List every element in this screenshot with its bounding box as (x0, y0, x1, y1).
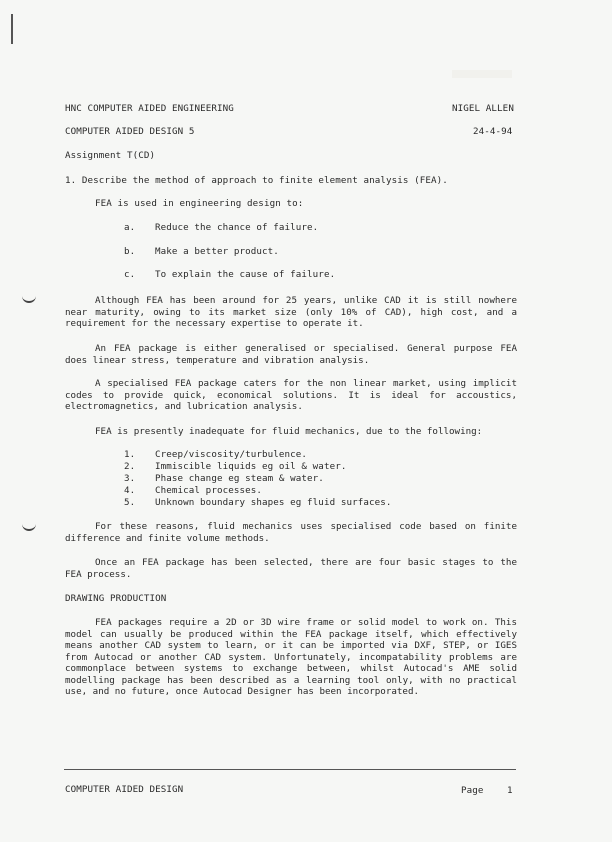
list-marker: c. (124, 269, 136, 280)
footer-divider (64, 769, 516, 770)
page-label: Page (461, 785, 484, 796)
list-marker: b. (124, 246, 136, 257)
list-item: Immiscible liquids eg oil & water. (155, 461, 347, 472)
list-item: Unknown boundary shapes eg fluid surfaces. (155, 497, 392, 508)
list-marker: 5. (124, 497, 136, 508)
list-marker: a. (124, 222, 136, 233)
list-marker: 4. (124, 485, 136, 496)
binder-mark (11, 14, 13, 44)
course-title: HNC COMPUTER AIDED ENGINEERING (65, 103, 234, 114)
list-item: Creep/viscosity/turbulence. (155, 449, 308, 460)
list-item: Phase change eg steam & water. (155, 473, 324, 484)
intro-text: FEA is used in engineering design to: (95, 198, 304, 209)
list-item: Make a better product. (155, 246, 279, 257)
list-item: Reduce the chance of failure. (155, 222, 319, 233)
module-title: COMPUTER AIDED DESIGN 5 (65, 126, 195, 137)
list-item: Chemical processes. (155, 485, 262, 496)
paragraph: FEA is presently inadequate for fluid mechanics, due to the following: (95, 426, 483, 437)
assignment-label: Assignment T(CD) (65, 150, 156, 161)
paragraph: Although FEA has been around for 25 years, unlike CAD it is still nowhere near maturity, owing to its market size (only 10% of CAD), high cost, and a requirement for the necessary expertise to operate it. (65, 295, 517, 329)
list-marker: 3. (124, 473, 136, 484)
page-number: 1 (507, 785, 513, 796)
list-marker: 1. (124, 449, 136, 460)
footer-title: COMPUTER AIDED DESIGN (65, 784, 184, 795)
question-text: 1. Describe the method of approach to finite element analysis (FEA). (65, 175, 448, 186)
paragraph: A specialised FEA package caters for the non linear market, using implicit codes to provide quick, economical solutions. It is ideal for accoustics, electromagnetics, and lubrication analysis. (65, 378, 517, 412)
paragraph: An FEA package is either generalised or specialised. General purpose FEA does linear stress, temperature and vibration analysis. (65, 343, 517, 366)
document-date: 24-4-94 (473, 126, 513, 137)
paragraph: Once an FEA package has been selected, there are four basic stages to the FEA process. (65, 557, 517, 580)
faded-stamp (452, 70, 512, 78)
paragraph: For these reasons, fluid mechanics uses specialised code based on finite difference and finite volume methods. (65, 521, 517, 544)
section-heading: DRAWING PRODUCTION (65, 593, 167, 604)
list-marker: 2. (124, 461, 136, 472)
punch-hole-top (22, 293, 36, 303)
author-name: NIGEL ALLEN (452, 103, 514, 114)
list-item: To explain the cause of failure. (155, 269, 336, 280)
paragraph: FEA packages require a 2D or 3D wire frame or solid model to work on. This model can usually be produced within the FEA package itself, which effectively means another CAD system to learn, or it can be imported via DXF, STEP, or IGES from Autocad or another CAD system. Unfortunately, incompatability problems are commonplace between systems to exchange between, whilst Autocad's AME solid modelling package has been described as a learning tool only, with no practical use, and no future, once Autocad Designer has been incorporated. (65, 617, 517, 697)
punch-hole-bottom (22, 521, 36, 531)
